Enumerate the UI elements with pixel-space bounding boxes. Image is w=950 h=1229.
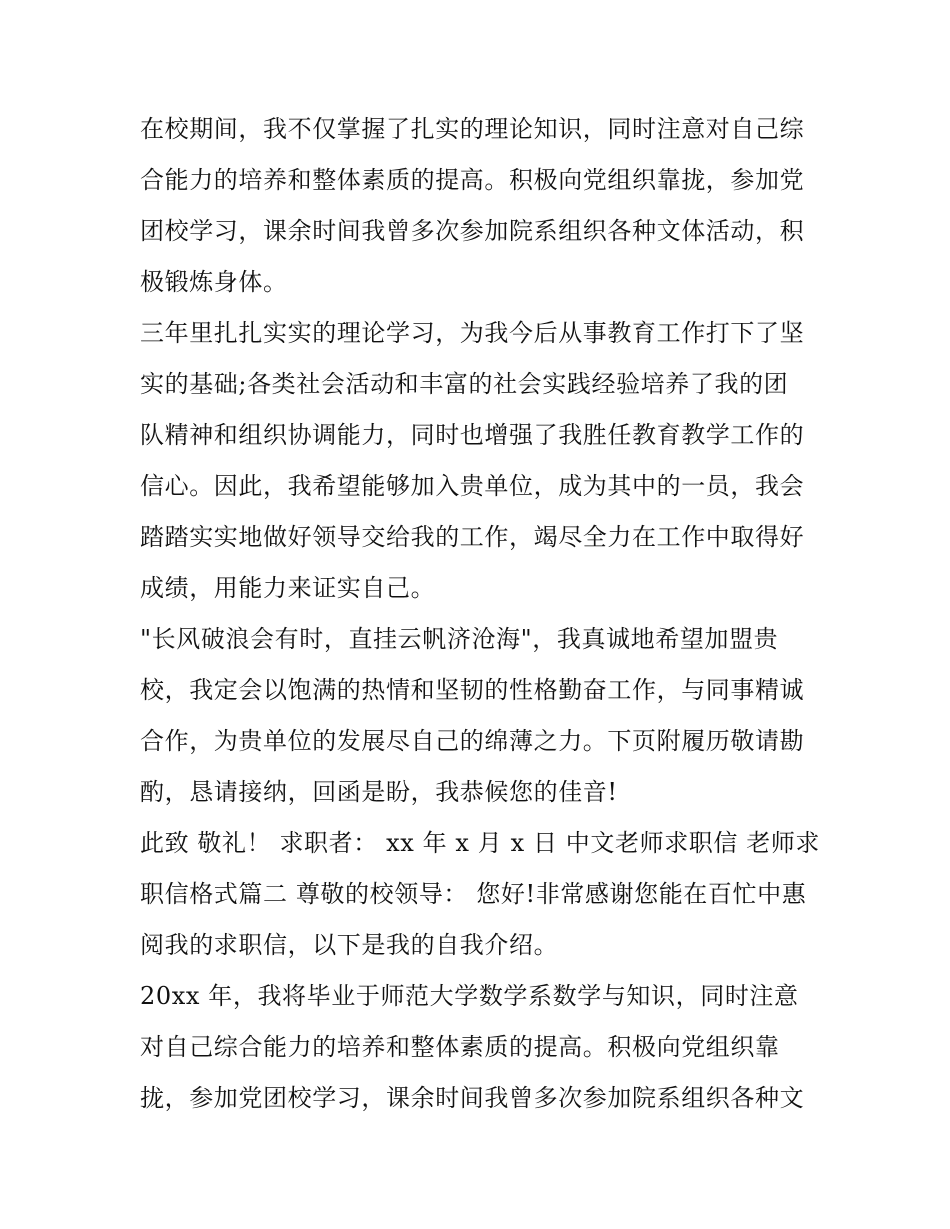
text-line: 阅我的求职信，以下是我的自我介绍。 [140,931,559,959]
text-line: 成绩，用能力来证实自己。 [140,574,436,602]
text-line: 三年里扎扎实实的理论学习，为我今后从事教育工作打下了坚 [140,319,805,347]
text-line: 20xx 年，我将毕业于师范大学数学系数学与知识，同时注意 [140,982,799,1010]
text-line: 在校期间，我不仅掌握了扎实的理论知识，同时注意对自己综 [140,115,805,143]
text-line: 拢，参加党团校学习，课余时间我曾多次参加院系组织各种文 [140,1084,805,1112]
text-line: 极锻炼身体。 [140,268,288,296]
text-line: 团校学习，课余时间我曾多次参加院系组织各种文体活动，积 [140,217,805,245]
text-line: 酌，恳请接纳，回函是盼，我恭候您的佳音! [140,778,618,806]
text-line: 职信格式篇二 尊敬的校领导： 您好!非常感谢您能在百忙中惠 [140,880,807,908]
body-text [140,104,830,1124]
text-line: 此致 敬礼！ 求职者： xx 年 x 月 x 日 中文老师求职信 老师求 [140,829,821,857]
text-line: 合作，为贵单位的发展尽自己的绵薄之力。下页附履历敬请勘 [140,727,805,755]
text-line: 队精神和组织协调能力，同时也增强了我胜任教育教学工作的 [140,421,805,449]
text-line: 信心。因此，我希望能够加入贵单位，成为其中的一员，我会 [140,472,805,500]
text-line: 对自己综合能力的培养和整体素质的提高。积极向党组织靠 [140,1033,780,1061]
text-line: "长风破浪会有时，直挂云帆济沧海"，我真诚地希望加盟贵 [140,625,779,653]
text-line: 合能力的培养和整体素质的提高。积极向党组织靠拢，参加党 [140,166,805,194]
text-line: 踏踏实实地做好领导交给我的工作，竭尽全力在工作中取得好 [140,523,805,551]
text-line: 实的基础;各类社会活动和丰富的社会实践经验培养了我的团 [140,370,789,398]
text-line: 校，我定会以饱满的热情和坚韧的性格勤奋工作，与同事精诚 [140,676,805,704]
